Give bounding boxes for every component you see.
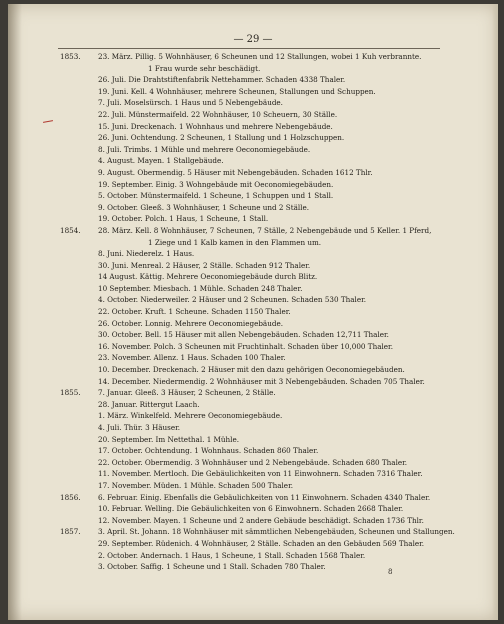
record-line bbox=[8, 503, 498, 515]
record-year: 1856. bbox=[60, 492, 81, 502]
record-line bbox=[8, 271, 498, 283]
record-line bbox=[8, 167, 498, 179]
record-line bbox=[8, 364, 498, 376]
record-text: 19. October. Polch. 1 Haus, 1 Scheune, 1 Stall. bbox=[98, 214, 269, 224]
record-year: 1857. bbox=[60, 527, 81, 537]
record-line bbox=[8, 202, 498, 214]
record-text: 30. Juni. Menreal. 2 Häuser, 2 Ställe. Schaden 912 Thaler. bbox=[98, 260, 311, 270]
record-text: 12. November. Mayen. 1 Scheune und 2 andere Gebäude beschädigt. Schaden 1736 Thlr. bbox=[98, 515, 424, 525]
record-text: 4. August. Mayen. 1 Stallgebäude. bbox=[98, 156, 224, 166]
signature-mark: 8 bbox=[388, 568, 393, 576]
record-line bbox=[8, 329, 498, 341]
record-line bbox=[8, 480, 498, 492]
record-text: 10 September. Miesbach. 1 Mühle. Schaden 248 Thaler. bbox=[98, 283, 303, 293]
record-text: 10. December. Dreckenach. 2 Häuser mit den dazu gehörigen Oeconomiegebäuden. bbox=[98, 365, 405, 375]
record-line bbox=[8, 225, 498, 237]
record-text: 6. Februar. Einig. Ebenfalls die Gebäulichkeiten von 11 Einwohnern. Schaden 4340 Thaler. bbox=[98, 492, 431, 502]
record-year: 1854. bbox=[60, 225, 81, 235]
record-text: 14. December. Niedermendig. 2 Wohnhäuser mit 3 Nebengebäuden. Schaden 705 Thaler. bbox=[98, 376, 425, 386]
record-line bbox=[8, 457, 498, 469]
record-text: 22. October. Kruft. 1 Scheune. Schaden 1150 Thaler. bbox=[98, 307, 291, 317]
record-line bbox=[8, 399, 498, 411]
record-line bbox=[8, 179, 498, 191]
record-line bbox=[8, 109, 498, 121]
record-line bbox=[8, 97, 498, 109]
record-text: 11. November. Mertloch. Die Gebäulichkeiten von 11 Einwohnern. Schaden 7316 Thaler. bbox=[98, 469, 423, 479]
record-text: 26. Juli. Die Drahtstiftenfabrik Nettehammer. Schaden 4338 Thaler. bbox=[98, 75, 346, 85]
record-text: 19. Juni. Kell. 4 Wohnhäuser, mehrere Scheunen, Stallungen und Schuppen. bbox=[98, 86, 376, 96]
header-rule bbox=[58, 48, 440, 49]
record-line bbox=[8, 445, 498, 457]
record-line bbox=[8, 422, 498, 434]
record-line bbox=[8, 538, 498, 550]
record-line bbox=[8, 434, 498, 446]
record-text: 3. October. Saffig. 1 Scheune und 1 Stall. Schaden 780 Thaler. bbox=[98, 562, 326, 572]
record-text: 7. Juli. Moselsürsch. 1 Haus und 5 Nebengebäude. bbox=[98, 98, 283, 108]
record-line bbox=[8, 468, 498, 480]
record-line bbox=[8, 387, 498, 399]
record-text: 17. November. Müden. 1 Mühle. Schaden 500 Thaler. bbox=[98, 480, 293, 490]
record-text: 14 August. Kättig. Mehrere Oeconomiegebäude durch Blitz. bbox=[98, 272, 318, 282]
page-number: — 29 — bbox=[233, 34, 273, 45]
record-text: 30. October. Bell. 15 Häuser mit allen Nebengebäuden. Schaden 12,711 Thaler. bbox=[98, 330, 389, 340]
record-line bbox=[8, 283, 498, 295]
record-line bbox=[8, 190, 498, 202]
record-text: 28. März. Kell. 8 Wohnhäuser, 7 Scheunen, 7 Ställe, 2 Nebengebäude und 5 Keller. 1 Pferd, bbox=[98, 225, 432, 235]
record-text: 23. November. Allenz. 1 Haus. Schaden 100 Thaler. bbox=[98, 353, 286, 363]
record-line bbox=[8, 561, 498, 573]
record-text: 10. Februar. Welling. Die Gebäulichkeiten von 6 Einwohnern. Schaden 2668 Thaler. bbox=[98, 504, 404, 514]
record-text: 23. März. Pillig. 5 Wohnhäuser, 6 Scheunen und 12 Stallungen, wobei 1 Kuh verbrannte. bbox=[98, 52, 422, 61]
record-line bbox=[8, 352, 498, 364]
record-line bbox=[8, 526, 498, 538]
record-text: 17. October. Ochtendung. 1 Wohnhaus. Schaden 860 Thaler. bbox=[98, 446, 319, 456]
record-line bbox=[8, 410, 498, 422]
record-text: 28. Januar. Rittergut Laach. bbox=[98, 399, 200, 409]
record-text: 22. Juli. Münstermaifeld. 22 Wohnhäuser, 10 Scheuern, 30 Ställe. bbox=[98, 109, 338, 119]
record-text: 9. August. Obermendig. 5 Häuser mit Nebengebäuden. Schaden 1612 Thlr. bbox=[98, 167, 373, 177]
record-text: 1. März. Winkelfeld. Mehrere Oeconomiegebäude. bbox=[98, 411, 283, 421]
record-text: 4. October. Niederweiler. 2 Häuser und 2 Scheunen. Schaden 530 Thaler. bbox=[98, 295, 367, 305]
record-line bbox=[8, 492, 498, 504]
record-text: 2. October. Andernach. 1 Haus, 1 Scheune, 1 Stall. Schaden 1568 Thaler. bbox=[98, 550, 366, 560]
record-line bbox=[8, 86, 498, 98]
record-line bbox=[8, 248, 498, 260]
record-line bbox=[8, 132, 498, 144]
record-text: 1 Frau wurde sehr beschädigt. bbox=[148, 63, 261, 73]
record-line bbox=[8, 121, 498, 133]
record-line bbox=[8, 144, 498, 156]
record-text: 8. Juli. Trimbs. 1 Mühle und mehrere Oeconomiegebäude. bbox=[98, 144, 311, 154]
record-line bbox=[8, 294, 498, 306]
record-line bbox=[8, 376, 498, 388]
record-year: 1853. bbox=[60, 52, 81, 61]
record-line bbox=[8, 306, 498, 318]
record-text: 3. April. St. Johann. 18 Wohnhäuser mit sämmtlichen Nebengebäuden, Scheunen und Stallungen. bbox=[98, 527, 455, 537]
record-text: 26. Juni. Ochtendung. 2 Scheunen, 1 Stallung und 1 Holzschuppen. bbox=[98, 133, 345, 143]
record-text: 20. September. Im Nettethal. 1 Mühle. bbox=[98, 434, 240, 444]
record-text: 19. September. Einig. 3 Wohngebäude mit Oeconomiegebäuden. bbox=[98, 179, 334, 189]
record-text: 4. Juli. Thür. 3 Häuser. bbox=[98, 423, 180, 432]
record-line bbox=[8, 260, 498, 272]
record-text: 15. Juni. Dreckenach. 1 Wohnhaus und mehrere Nebengebäude. bbox=[98, 121, 333, 131]
record-line bbox=[8, 74, 498, 86]
record-text: 9. October. Gleeß. 3 Wohnhäuser, 1 Scheune und 2 Ställe. bbox=[98, 202, 310, 212]
record-text: 1 Ziege und 1 Kalb kamen in den Flammen um. bbox=[148, 237, 322, 247]
record-line bbox=[8, 515, 498, 527]
record-line bbox=[8, 237, 498, 249]
record-line bbox=[8, 341, 498, 353]
record-line bbox=[8, 550, 498, 562]
book-page bbox=[8, 4, 498, 620]
record-line bbox=[8, 63, 498, 75]
record-text: 22. October. Obermendig. 3 Wohnhäuser und 2 Nebengebäude. Schaden 680 Thaler. bbox=[98, 457, 408, 467]
record-line bbox=[8, 51, 498, 63]
record-text: 26. October. Lonnig. Mehrere Oeconomiegebäude. bbox=[98, 318, 283, 328]
record-text: 5. October. Münstermaifeld. 1 Scheune, 1 Schuppen und 1 Stall. bbox=[98, 191, 334, 201]
fire-record-list bbox=[8, 51, 498, 573]
record-year: 1855. bbox=[60, 388, 81, 398]
record-text: 16. November. Polch. 3 Scheunen mit Fruchtinhalt. Schaden über 10,000 Thaler. bbox=[98, 341, 393, 351]
record-text: 29. September. Rüdenich. 4 Wohnhäuser, 2 Ställe. Schaden an den Gebäuden 569 Thaler. bbox=[98, 538, 425, 548]
record-line bbox=[8, 155, 498, 167]
record-line bbox=[8, 318, 498, 330]
record-text: 8. Juni. Niederelz. 1 Haus. bbox=[98, 249, 195, 259]
record-line bbox=[8, 213, 498, 225]
record-text: 7. Januar. Gleeß. 3 Häuser, 2 Scheunen, 2 Ställe. bbox=[98, 388, 276, 398]
